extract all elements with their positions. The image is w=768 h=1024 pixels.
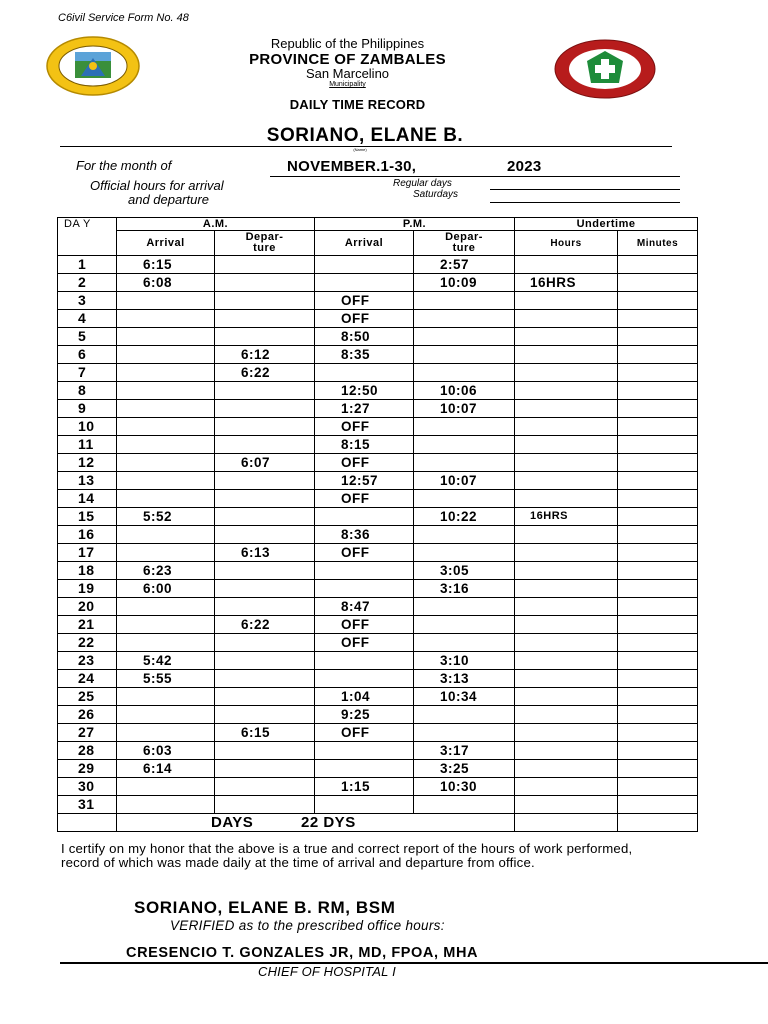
day-cell: 9 xyxy=(58,400,117,418)
pm-arrival-cell: OFF xyxy=(315,292,414,310)
undertime-hours-cell xyxy=(515,724,618,742)
pm-departure-cell xyxy=(414,526,515,544)
undertime-minutes-cell xyxy=(618,508,698,526)
pm-departure-cell xyxy=(414,310,515,328)
day-column-header: DA Y xyxy=(58,218,117,256)
undertime-minutes-cell xyxy=(618,580,698,598)
pm-arrival-cell: OFF xyxy=(315,418,414,436)
am-departure-cell xyxy=(215,472,315,490)
undertime-minutes-cell xyxy=(618,724,698,742)
table-row xyxy=(58,346,698,364)
am-header: A.M. xyxy=(117,218,315,231)
am-departure-cell xyxy=(215,256,315,274)
pm-arrival-cell: OFF xyxy=(315,544,414,562)
am-arrival-cell: 6:00 xyxy=(117,580,215,598)
undertime-hours-cell xyxy=(515,418,618,436)
am-arrival-cell xyxy=(117,346,215,364)
pm-arrival-cell xyxy=(315,670,414,688)
undertime-hours-cell xyxy=(515,346,618,364)
am-departure-cell xyxy=(215,634,315,652)
table-row xyxy=(58,490,698,508)
month-label: For the month of xyxy=(76,158,172,173)
pm-departure-cell xyxy=(414,490,515,508)
undertime-hours-cell xyxy=(515,652,618,670)
am-arrival-cell: 6:14 xyxy=(117,760,215,778)
days-hours-cell xyxy=(515,814,618,832)
name-label: (Name) xyxy=(353,147,367,152)
day-cell: 27 xyxy=(58,724,117,742)
undertime-hours-cell xyxy=(515,328,618,346)
pm-arrival-cell: 1:15 xyxy=(315,778,414,796)
undertime-minutes-cell xyxy=(618,526,698,544)
day-cell: 22 xyxy=(58,634,117,652)
day-cell: 8 xyxy=(58,382,117,400)
am-arrival-cell xyxy=(117,490,215,508)
undertime-hours-cell: 16HRS xyxy=(515,274,618,292)
days-spacer-cell xyxy=(58,814,117,832)
days-label: DAYS xyxy=(211,814,254,831)
undertime-minutes-cell xyxy=(618,310,698,328)
undertime-hours-cell xyxy=(515,490,618,508)
table-row xyxy=(58,328,698,346)
table-row xyxy=(58,274,698,292)
chief-title: CHIEF OF HOSPITAL I xyxy=(258,964,396,979)
pm-departure-cell: 10:30 xyxy=(414,778,515,796)
pm-departure-cell: 3:13 xyxy=(414,670,515,688)
days-minutes-cell xyxy=(618,814,698,832)
am-arrival-cell xyxy=(117,400,215,418)
time-record-table xyxy=(57,217,698,832)
am-arrival-cell xyxy=(117,454,215,472)
pm-departure-cell xyxy=(414,346,515,364)
form-number: C6ivil Service Form No. 48 xyxy=(58,12,189,24)
pm-departure-header xyxy=(414,231,515,256)
pm-departure-cell: 3:17 xyxy=(414,742,515,760)
undertime-hours-cell xyxy=(515,706,618,724)
day-cell: 13 xyxy=(58,472,117,490)
undertime-hours-cell xyxy=(515,436,618,454)
day-cell: 29 xyxy=(58,760,117,778)
am-departure-cell xyxy=(215,490,315,508)
pm-arrival-cell xyxy=(315,580,414,598)
pm-arrival-cell xyxy=(315,760,414,778)
table-row xyxy=(58,382,698,400)
undertime-minutes-cell xyxy=(618,706,698,724)
day-cell: 7 xyxy=(58,364,117,382)
undertime-minutes-cell xyxy=(618,634,698,652)
pm-arrival-cell xyxy=(315,742,414,760)
am-departure-cell xyxy=(215,670,315,688)
undertime-minutes-cell xyxy=(618,562,698,580)
am-departure-cell xyxy=(215,598,315,616)
undertime-hours-cell xyxy=(515,634,618,652)
am-departure-cell xyxy=(215,436,315,454)
pm-departure-cell: 10:07 xyxy=(414,472,515,490)
am-departure-cell xyxy=(215,274,315,292)
pm-departure-cell xyxy=(414,706,515,724)
verified-text: VERIFIED as to the prescribed office hours: xyxy=(170,918,445,933)
undertime-hours-cell xyxy=(515,544,618,562)
am-arrival-cell xyxy=(117,796,215,814)
month-value: NOVEMBER.1-30, xyxy=(287,158,417,175)
pm-arrival-cell: 8:15 xyxy=(315,436,414,454)
departure-text-1: Depar- xyxy=(445,231,483,243)
table-row xyxy=(58,562,698,580)
days-value: 22 DYS xyxy=(301,814,356,831)
pm-arrival-cell: 8:50 xyxy=(315,328,414,346)
am-arrival-cell xyxy=(117,364,215,382)
undertime-minutes-cell xyxy=(618,796,698,814)
pm-arrival-cell: 1:04 xyxy=(315,688,414,706)
day-cell: 16 xyxy=(58,526,117,544)
am-arrival-cell xyxy=(117,418,215,436)
undertime-hours-cell xyxy=(515,454,618,472)
table-row xyxy=(58,472,698,490)
undertime-minutes-cell xyxy=(618,292,698,310)
am-arrival-cell xyxy=(117,436,215,454)
pm-arrival-cell: OFF xyxy=(315,490,414,508)
pm-arrival-cell xyxy=(315,274,414,292)
am-departure-cell xyxy=(215,310,315,328)
republic-heading: Republic of the Philippines xyxy=(270,36,425,51)
table-row xyxy=(58,796,698,814)
am-arrival-cell xyxy=(117,382,215,400)
am-arrival-cell xyxy=(117,292,215,310)
regular-days-label: Regular days xyxy=(393,178,452,189)
am-arrival-header: Arrival xyxy=(117,231,215,256)
table-row xyxy=(58,364,698,382)
undertime-hours-cell xyxy=(515,670,618,688)
province-heading: PROVINCE OF ZAMBALES xyxy=(249,51,446,68)
undertime-hours-cell xyxy=(515,400,618,418)
undertime-minutes-cell xyxy=(618,274,698,292)
table-row xyxy=(58,706,698,724)
am-departure-cell xyxy=(215,706,315,724)
undertime-hours-cell xyxy=(515,382,618,400)
am-arrival-cell: 5:52 xyxy=(117,508,215,526)
regular-days-line xyxy=(490,189,680,190)
table-row xyxy=(58,688,698,706)
header-row-columns xyxy=(58,231,698,256)
am-arrival-cell: 6:03 xyxy=(117,742,215,760)
am-departure-cell xyxy=(215,562,315,580)
departure-text-2: ture xyxy=(452,242,476,254)
pm-departure-cell: 10:34 xyxy=(414,688,515,706)
am-arrival-cell xyxy=(117,706,215,724)
undertime-hours-cell xyxy=(515,292,618,310)
minutes-header: Minutes xyxy=(618,231,698,256)
undertime-hours-cell xyxy=(515,472,618,490)
undertime-hours-cell xyxy=(515,526,618,544)
am-departure-cell xyxy=(215,418,315,436)
day-cell: 25 xyxy=(58,688,117,706)
pm-arrival-cell xyxy=(315,562,414,580)
undertime-minutes-cell xyxy=(618,670,698,688)
undertime-minutes-cell xyxy=(618,760,698,778)
pm-arrival-header: Arrival xyxy=(315,231,414,256)
day-cell: 14 xyxy=(58,490,117,508)
table-row xyxy=(58,652,698,670)
hours-header: Hours xyxy=(515,231,618,256)
day-cell: 19 xyxy=(58,580,117,598)
am-arrival-cell: 6:23 xyxy=(117,562,215,580)
pm-departure-cell xyxy=(414,544,515,562)
pm-arrival-cell xyxy=(315,652,414,670)
undertime-minutes-cell xyxy=(618,346,698,364)
pm-departure-cell xyxy=(414,418,515,436)
am-departure-cell: 6:12 xyxy=(215,346,315,364)
am-departure-cell xyxy=(215,760,315,778)
municipality-name: San Marcelino xyxy=(305,66,390,81)
am-departure-cell xyxy=(215,526,315,544)
departure-text-2: ture xyxy=(253,242,276,254)
pm-arrival-cell xyxy=(315,796,414,814)
am-departure-cell xyxy=(215,742,315,760)
day-cell: 15 xyxy=(58,508,117,526)
pm-arrival-cell: 8:47 xyxy=(315,598,414,616)
pm-departure-cell xyxy=(414,616,515,634)
am-arrival-cell: 6:15 xyxy=(117,256,215,274)
am-arrival-cell xyxy=(117,778,215,796)
am-departure-cell xyxy=(215,292,315,310)
undertime-hours-cell xyxy=(515,310,618,328)
pm-departure-cell: 2:57 xyxy=(414,256,515,274)
am-arrival-cell xyxy=(117,688,215,706)
pm-departure-cell: 10:22 xyxy=(414,508,515,526)
am-departure-cell xyxy=(215,508,315,526)
pm-arrival-cell: OFF xyxy=(315,310,414,328)
day-cell: 17 xyxy=(58,544,117,562)
am-arrival-cell xyxy=(117,526,215,544)
day-cell: 3 xyxy=(58,292,117,310)
day-cell: 23 xyxy=(58,652,117,670)
pm-arrival-cell: OFF xyxy=(315,634,414,652)
am-departure-cell xyxy=(215,652,315,670)
chief-signature-line xyxy=(60,962,768,964)
day-cell: 30 xyxy=(58,778,117,796)
table-row xyxy=(58,760,698,778)
pm-arrival-cell: 9:25 xyxy=(315,706,414,724)
table-row xyxy=(58,742,698,760)
pm-departure-cell xyxy=(414,454,515,472)
pm-departure-cell xyxy=(414,796,515,814)
table-row xyxy=(58,418,698,436)
am-arrival-cell xyxy=(117,724,215,742)
undertime-minutes-cell xyxy=(618,490,698,508)
undertime-minutes-cell xyxy=(618,364,698,382)
table-row xyxy=(58,508,698,526)
am-arrival-cell: 5:55 xyxy=(117,670,215,688)
days-total-row xyxy=(58,814,698,832)
am-departure-cell xyxy=(215,328,315,346)
undertime-hours-cell xyxy=(515,688,618,706)
undertime-minutes-cell xyxy=(618,652,698,670)
am-departure-cell xyxy=(215,580,315,598)
table-row xyxy=(58,544,698,562)
pm-arrival-cell: 8:35 xyxy=(315,346,414,364)
am-departure-cell: 6:15 xyxy=(215,724,315,742)
table-row xyxy=(58,292,698,310)
am-departure-cell xyxy=(215,778,315,796)
day-cell: 12 xyxy=(58,454,117,472)
pm-arrival-cell: 12:57 xyxy=(315,472,414,490)
undertime-minutes-cell xyxy=(618,454,698,472)
table-row xyxy=(58,256,698,274)
am-departure-cell xyxy=(215,796,315,814)
day-cell: 18 xyxy=(58,562,117,580)
undertime-hours-cell xyxy=(515,580,618,598)
am-departure-cell: 6:22 xyxy=(215,364,315,382)
am-departure-cell: 6:13 xyxy=(215,544,315,562)
pm-departure-cell: 3:16 xyxy=(414,580,515,598)
pm-arrival-cell: OFF xyxy=(315,454,414,472)
am-arrival-cell xyxy=(117,544,215,562)
undertime-header: Undertime xyxy=(515,218,698,231)
table-row xyxy=(58,310,698,328)
pm-departure-cell xyxy=(414,598,515,616)
year-value: 2023 xyxy=(507,158,542,175)
am-arrival-cell xyxy=(117,328,215,346)
pm-departure-cell xyxy=(414,328,515,346)
day-cell: 10 xyxy=(58,418,117,436)
undertime-hours-cell: 16HRS xyxy=(515,508,618,526)
pm-departure-cell: 3:25 xyxy=(414,760,515,778)
undertime-minutes-cell xyxy=(618,256,698,274)
am-arrival-cell xyxy=(117,598,215,616)
undertime-minutes-cell xyxy=(618,328,698,346)
employee-signature-name: SORIANO, ELANE B. RM, BSM xyxy=(134,898,396,917)
undertime-minutes-cell xyxy=(618,688,698,706)
undertime-hours-cell xyxy=(515,796,618,814)
pm-arrival-cell xyxy=(315,508,414,526)
undertime-hours-cell xyxy=(515,256,618,274)
hospital-logo xyxy=(553,39,657,99)
undertime-hours-cell xyxy=(515,616,618,634)
am-arrival-cell xyxy=(117,616,215,634)
day-cell: 5 xyxy=(58,328,117,346)
am-arrival-cell xyxy=(117,310,215,328)
undertime-minutes-cell xyxy=(618,778,698,796)
pm-departure-cell: 10:06 xyxy=(414,382,515,400)
employee-name: SORIANO, ELANE B. xyxy=(266,125,464,146)
pm-departure-cell: 10:07 xyxy=(414,400,515,418)
table-row xyxy=(58,724,698,742)
chief-name: CRESENCIO T. GONZALES JR, MD, FPOA, MHA xyxy=(126,945,479,961)
day-cell: 6 xyxy=(58,346,117,364)
day-cell: 26 xyxy=(58,706,117,724)
pm-departure-cell xyxy=(414,634,515,652)
table-row xyxy=(58,598,698,616)
table-row xyxy=(58,670,698,688)
day-cell: 21 xyxy=(58,616,117,634)
am-departure-cell: 6:22 xyxy=(215,616,315,634)
day-cell: 4 xyxy=(58,310,117,328)
am-arrival-cell xyxy=(117,472,215,490)
day-cell: 2 xyxy=(58,274,117,292)
table-row xyxy=(58,436,698,454)
province-seal-logo xyxy=(45,36,141,96)
pm-arrival-cell xyxy=(315,364,414,382)
undertime-hours-cell xyxy=(515,760,618,778)
pm-arrival-cell: OFF xyxy=(315,616,414,634)
day-cell: 31 xyxy=(58,796,117,814)
undertime-minutes-cell xyxy=(618,400,698,418)
pm-departure-cell xyxy=(414,292,515,310)
undertime-minutes-cell xyxy=(618,472,698,490)
am-arrival-cell xyxy=(117,634,215,652)
table-row xyxy=(58,634,698,652)
undertime-minutes-cell xyxy=(618,616,698,634)
document-title: DAILY TIME RECORD xyxy=(289,97,426,112)
certification-text: I certify on my honor that the above is a true and correct report of the hours of work performed, record of which was made daily at the time of arrival and departure from office. xyxy=(61,841,633,870)
days-total-cell xyxy=(117,814,515,832)
saturdays-label: Saturdays xyxy=(413,189,459,200)
official-hours-label: Official hours for arrival xyxy=(90,178,224,193)
am-arrival-cell: 5:42 xyxy=(117,652,215,670)
pm-departure-cell: 10:09 xyxy=(414,274,515,292)
official-hours-label-cont: and departure xyxy=(128,192,209,207)
pm-arrival-cell: OFF xyxy=(315,724,414,742)
pm-departure-cell xyxy=(414,364,515,382)
undertime-hours-cell xyxy=(515,778,618,796)
pm-departure-cell: 3:10 xyxy=(414,652,515,670)
am-arrival-cell: 6:08 xyxy=(117,274,215,292)
pm-arrival-cell xyxy=(315,256,414,274)
municipality-label: Municipality xyxy=(329,81,366,88)
undertime-minutes-cell xyxy=(618,382,698,400)
am-departure-header xyxy=(215,231,315,256)
am-departure-cell xyxy=(215,400,315,418)
departure-text-1: Depar- xyxy=(245,231,284,243)
undertime-minutes-cell xyxy=(618,436,698,454)
table-row xyxy=(58,580,698,598)
table-row xyxy=(58,526,698,544)
undertime-hours-cell xyxy=(515,742,618,760)
pm-departure-cell xyxy=(414,436,515,454)
undertime-minutes-cell xyxy=(618,418,698,436)
day-cell: 1 xyxy=(58,256,117,274)
table-row xyxy=(58,616,698,634)
day-cell: 24 xyxy=(58,670,117,688)
pm-header: P.M. xyxy=(315,218,515,231)
undertime-hours-cell xyxy=(515,598,618,616)
undertime-minutes-cell xyxy=(618,544,698,562)
pm-arrival-cell: 12:50 xyxy=(315,382,414,400)
am-departure-cell xyxy=(215,382,315,400)
table-row xyxy=(58,454,698,472)
am-departure-cell xyxy=(215,688,315,706)
undertime-minutes-cell xyxy=(618,742,698,760)
undertime-minutes-cell xyxy=(618,598,698,616)
pm-departure-cell xyxy=(414,724,515,742)
undertime-hours-cell xyxy=(515,562,618,580)
table-row xyxy=(58,400,698,418)
day-cell: 20 xyxy=(58,598,117,616)
header-row-groups xyxy=(58,218,698,231)
pm-departure-cell: 3:05 xyxy=(414,562,515,580)
table-row xyxy=(58,778,698,796)
undertime-hours-cell xyxy=(515,364,618,382)
month-underline xyxy=(270,176,680,177)
pm-arrival-cell: 8:36 xyxy=(315,526,414,544)
am-departure-cell: 6:07 xyxy=(215,454,315,472)
day-cell: 28 xyxy=(58,742,117,760)
pm-arrival-cell: 1:27 xyxy=(315,400,414,418)
day-cell: 11 xyxy=(58,436,117,454)
saturdays-line xyxy=(490,202,680,203)
